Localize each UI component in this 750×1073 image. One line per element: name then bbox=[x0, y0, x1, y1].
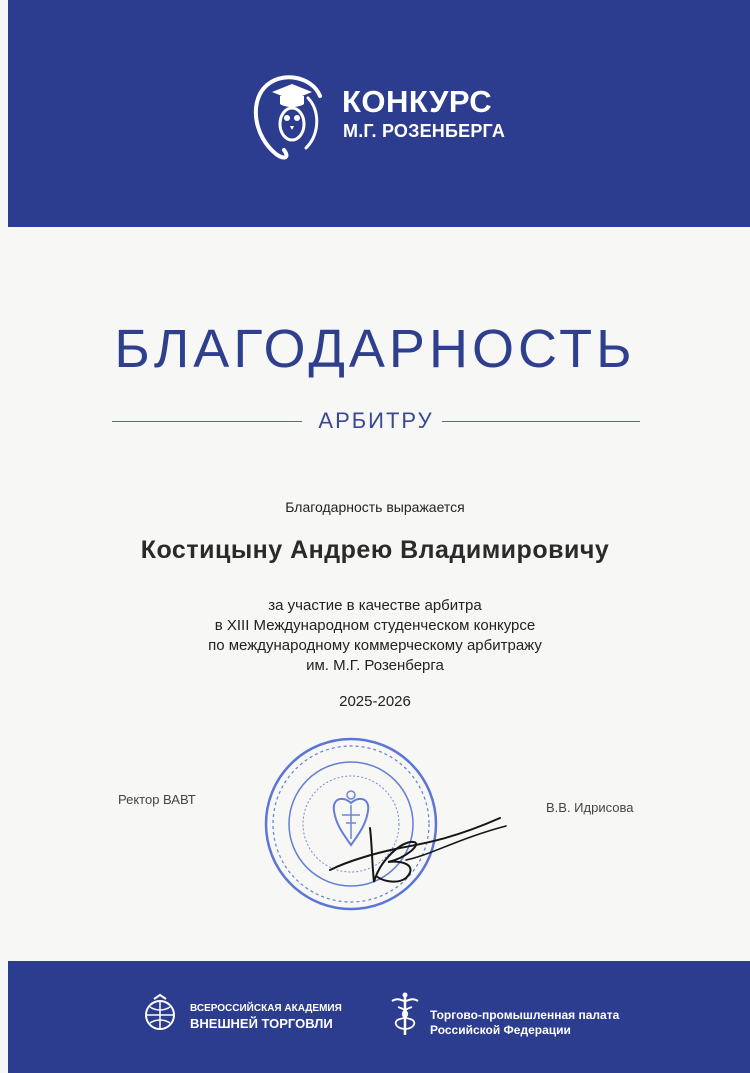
contest-logo bbox=[250, 66, 520, 166]
divider-right bbox=[442, 421, 640, 422]
expressed-text: Благодарность выражается bbox=[285, 499, 465, 515]
caduceus-icon bbox=[388, 991, 422, 1037]
academy-name-line1: ВСЕРОССИЙСКАЯ АКАДЕМИЯ bbox=[190, 1003, 342, 1014]
logo-title: КОНКУРС bbox=[342, 84, 493, 119]
handwritten-signature-icon bbox=[310, 800, 520, 890]
description-line: в XIII Международном студенческом конкурсе bbox=[214, 617, 536, 634]
chamber-name-line1: Торгово-промышленная палата bbox=[430, 1008, 620, 1022]
globe-emblem-icon bbox=[140, 993, 180, 1033]
description-line: за участие в качестве арбитра bbox=[268, 597, 482, 614]
logo-subtitle: М.Г. РОЗЕНБЕРГА bbox=[343, 121, 506, 141]
signer-role: Ректор ВАВТ bbox=[118, 792, 196, 807]
subtitle-row bbox=[112, 406, 640, 436]
description-line: по международному коммерческому арбитражу bbox=[208, 637, 542, 654]
signer-name: В.В. Идрисова bbox=[546, 800, 634, 815]
years: 2025-2026 bbox=[339, 693, 411, 710]
recipient-name: Костицыну Андрею Владимировичу bbox=[140, 536, 610, 564]
owl-emblem-icon bbox=[250, 66, 336, 162]
certificate-subtitle: АРБИТРУ bbox=[318, 408, 434, 433]
chamber-name-line2: Российской Федерации bbox=[430, 1023, 571, 1037]
description-line: им. М.Г. Розенберга bbox=[306, 657, 444, 674]
footer-band bbox=[8, 961, 750, 1073]
description bbox=[0, 596, 750, 676]
certificate-title: БЛАГОДАРНОСТЬ bbox=[114, 319, 636, 379]
academy-name-line2: ВНЕШНЕЙ ТОРГОВЛИ bbox=[190, 1016, 333, 1031]
